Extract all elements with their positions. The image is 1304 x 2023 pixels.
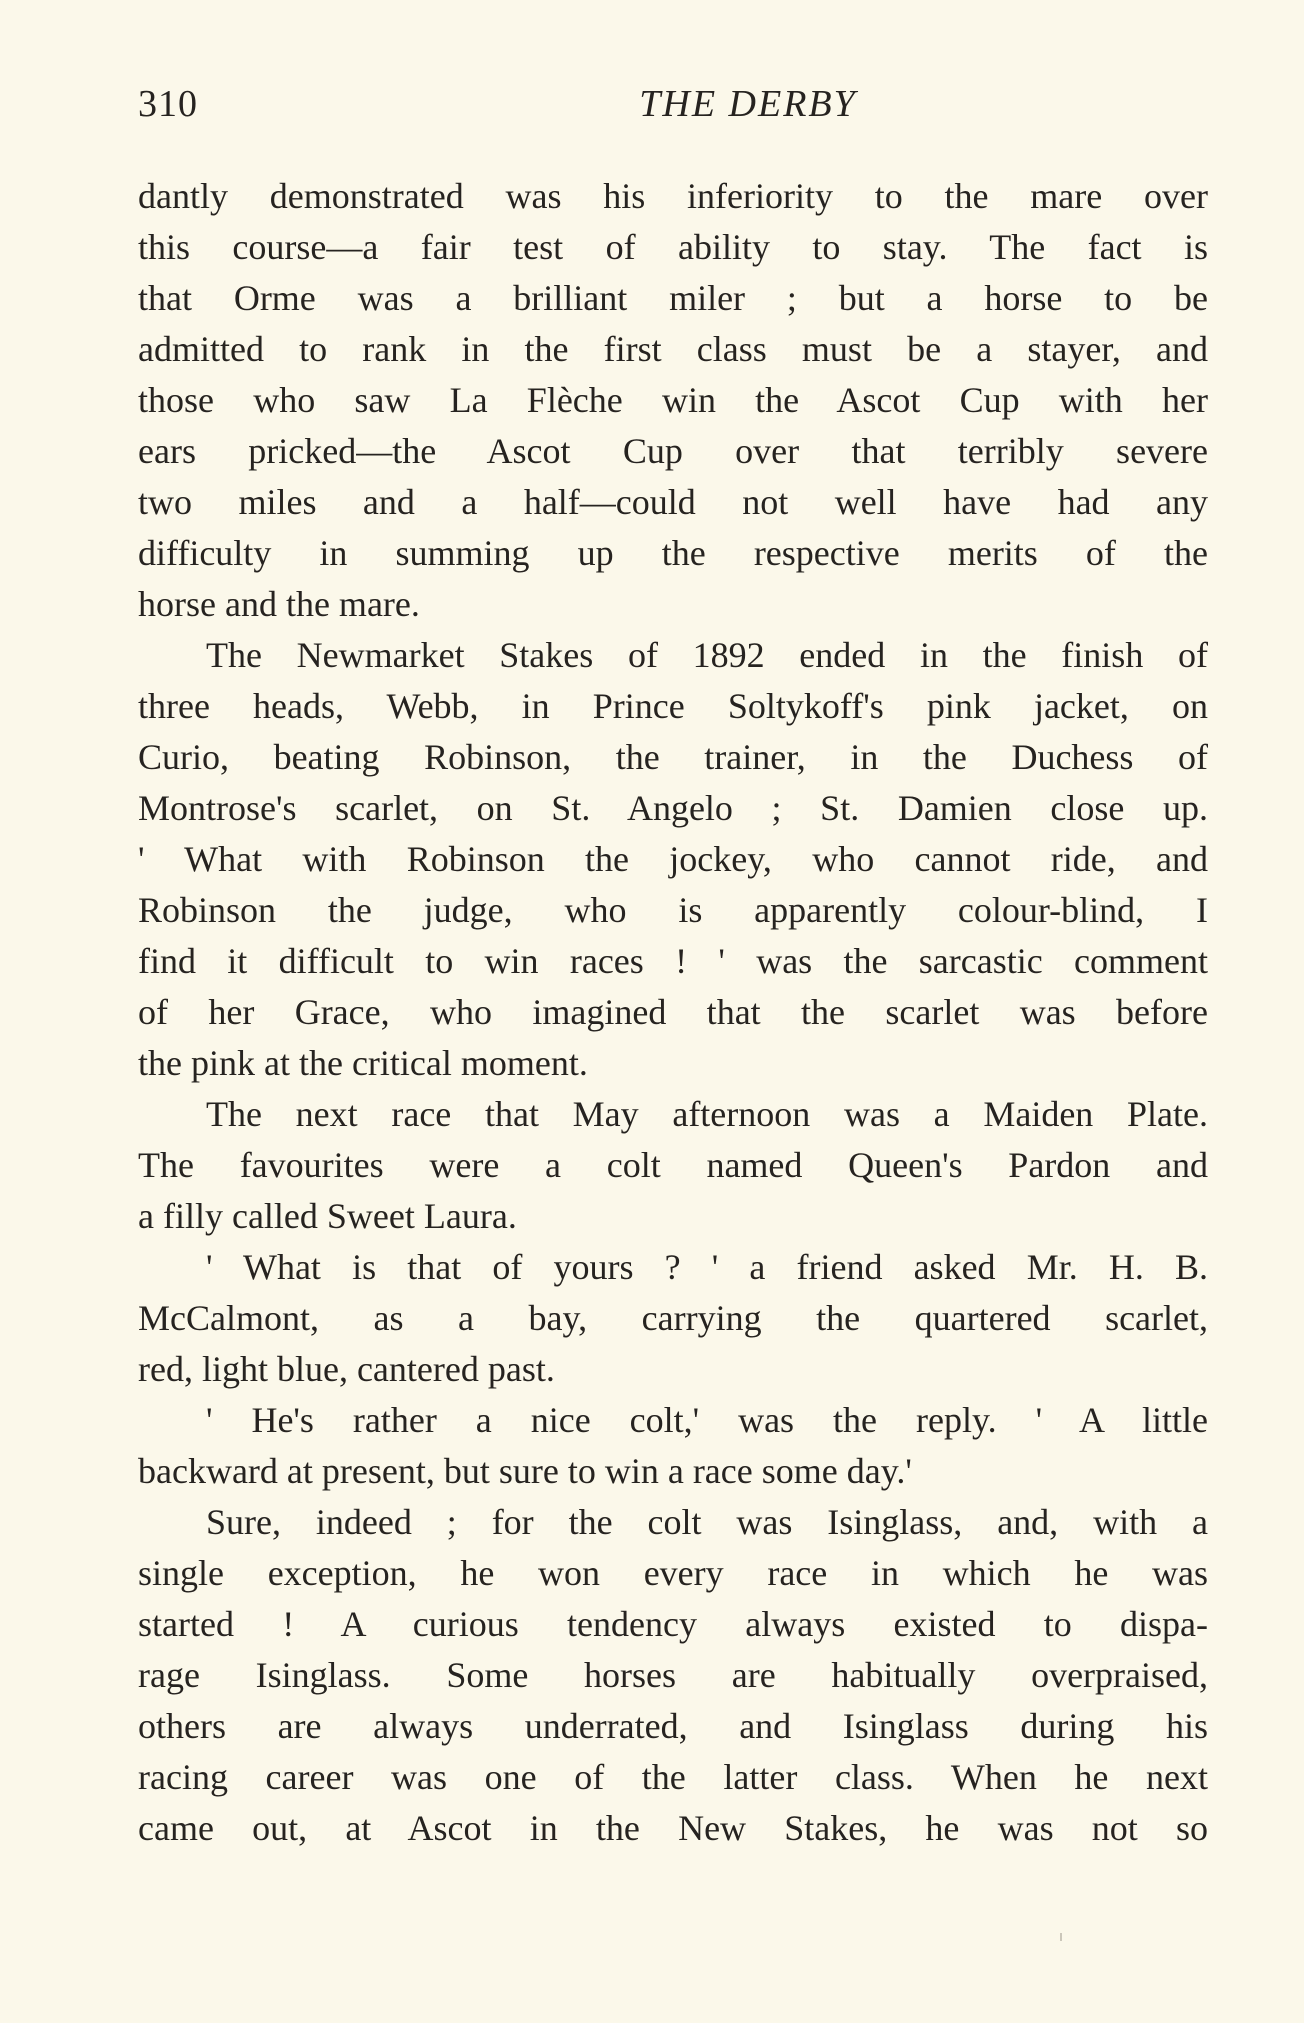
text-line: two miles and a half—could not well have had any <box>138 482 1208 522</box>
text-line: racing career was one of the latter class. When he next <box>138 1757 1208 1797</box>
text-line: find it difficult to win races ! ' was the sarcastic comment <box>138 941 1208 981</box>
paragraph-first-line: ' What is that of yours ? ' a friend asked Mr. H. B. <box>206 1247 1208 1287</box>
page-number: 310 <box>138 83 198 125</box>
text-line: this course—a fair test of ability to stay. The fact is <box>138 227 1208 267</box>
paragraph-last-line: the pink at the critical moment. <box>138 1043 588 1083</box>
paragraph-last-line: horse and the mare. <box>138 584 420 624</box>
paragraph-last-line: a filly called Sweet Laura. <box>138 1196 517 1236</box>
text-line: ' What with Robinson the jockey, who cannot ride, and <box>138 839 1208 879</box>
paragraph-first-line: The next race that May afternoon was a Maiden Plate. <box>206 1094 1208 1134</box>
running-header <box>138 82 1208 130</box>
paper-speck <box>1060 1933 1062 1941</box>
text-line: that Orme was a brilliant miler ; but a horse to be <box>138 278 1208 318</box>
text-line: single exception, he won every race in which he was <box>138 1553 1208 1593</box>
body-text <box>138 171 1208 1854</box>
text-line: McCalmont, as a bay, carrying the quartered scarlet, <box>138 1298 1208 1338</box>
text-line: those who saw La Flèche win the Ascot Cup with her <box>138 380 1208 420</box>
text-line: Montrose's scarlet, on St. Angelo ; St. Damien close up. <box>138 788 1208 828</box>
paragraph-first-line: The Newmarket Stakes of 1892 ended in the finish of <box>206 635 1208 675</box>
paragraph-last-line: backward at present, but sure to win a race some day.' <box>138 1451 912 1491</box>
paragraph-last-line: red, light blue, cantered past. <box>138 1349 555 1389</box>
text-line: difficulty in summing up the respective merits of the <box>138 533 1208 573</box>
text-line: rage Isinglass. Some horses are habitually overpraised, <box>138 1655 1208 1695</box>
text-line: three heads, Webb, in Prince Soltykoff's pink jacket, on <box>138 686 1208 726</box>
text-line: of her Grace, who imagined that the scarlet was before <box>138 992 1208 1032</box>
text-line: dantly demonstrated was his inferiority to the mare over <box>138 176 1208 216</box>
text-line: ears pricked—the Ascot Cup over that terribly severe <box>138 431 1208 471</box>
paragraph-first-line: ' He's rather a nice colt,' was the reply. ' A little <box>206 1400 1208 1440</box>
text-line: Curio, beating Robinson, the trainer, in the Duchess of <box>138 737 1208 777</box>
paragraph-first-line: Sure, indeed ; for the colt was Isinglass, and, with a <box>206 1502 1208 1542</box>
text-line: started ! A curious tendency always existed to dispa- <box>138 1604 1208 1644</box>
text-line: admitted to rank in the first class must be a stayer, and <box>138 329 1208 369</box>
text-line: others are always underrated, and Isinglass during his <box>138 1706 1208 1746</box>
text-line: came out, at Ascot in the New Stakes, he was not so <box>138 1808 1208 1848</box>
text-line: Robinson the judge, who is apparently colour-blind, I <box>138 890 1208 930</box>
text-line: The favourites were a colt named Queen's Pardon and <box>138 1145 1208 1185</box>
running-title: THE DERBY <box>639 83 857 125</box>
